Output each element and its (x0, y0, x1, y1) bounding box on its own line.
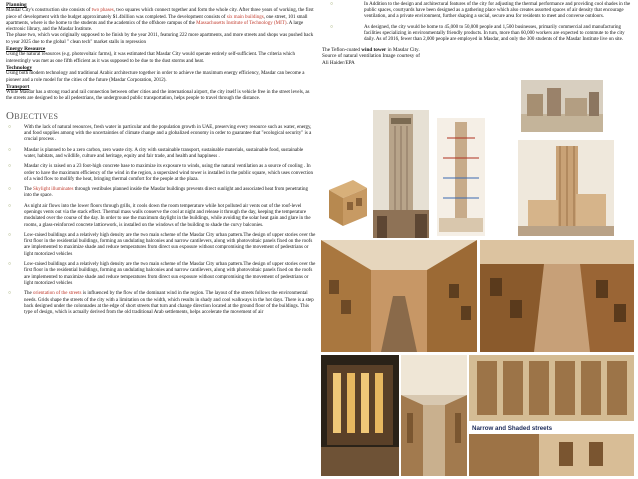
objective-item (6, 204, 316, 229)
narrow-street-photo (321, 240, 477, 352)
objective-highlight: orientation of the streets (33, 291, 82, 297)
objective-item (6, 164, 316, 183)
bullet-icon: ○ (330, 2, 334, 7)
objective-text: Low-raised buildings and a relatively high density are the two main scheme of the Masdar City urban pattern.The design of upper stories over the first floor in the residential buildings, forming an undulating balconies and narrow cantilevers, along with photovoltaic panels fixed on the roofs are implemented to maximize shade and reduce temperatures from direct sun exposure without compromising the movement of pedestrians or light motorized vehicles (24, 262, 316, 286)
bullet-icon: ○ (8, 147, 12, 153)
right-bullet-item (322, 2, 634, 21)
transport-heading: Transport (6, 83, 30, 90)
right-bullets (322, 2, 634, 43)
highlight-two-phases: two phases (91, 8, 114, 14)
objective-item (6, 262, 316, 287)
text-run: . A large electronic library, and the Masdar Institute. (6, 20, 304, 33)
text-run: Masdar City's construction site consists of (6, 8, 92, 14)
caption-credit: Ali Haider/EPA (322, 59, 355, 66)
energy-heading: Energy Resource (6, 46, 46, 53)
energy-paragraph: Using the natural resources (e.g. photovoltaic farms), it was estimated that Masdar City would operate entirely self-sufficient. The criteria which interestingly was met as one fifth efficient as it was supposed to be due to the dust storms and heat. (6, 52, 296, 64)
wind-tower-diagram (437, 118, 485, 236)
caption-source: Source of natural ventilation Image courtesy of (322, 53, 420, 60)
objective-text: The (24, 187, 34, 193)
latticework-photo (469, 355, 634, 421)
bullet-icon: ○ (8, 291, 12, 297)
objectives-list (6, 125, 316, 316)
text-run: , two squares which connect together and form the whole city. After three years of working, the first piece of development with the budget approximately $1.4billion was completed. The development consists of (6, 8, 314, 20)
caption-bold: wind tower (361, 47, 387, 54)
aerial-city-photo (521, 80, 603, 132)
bullet-icon: ○ (8, 187, 12, 193)
planning-paragraph-1 (6, 8, 316, 33)
transport-paragraph: While Masdar has a strong road and rail connection between other cities and the international airport, the city itself is vehicle free in the street levels, as the streets are designed to be all pedestrians, the underground public transportation, helps people to travel through the distance. (6, 90, 310, 102)
night-plaza-photo (321, 355, 399, 476)
right-column (322, 2, 634, 66)
objective-item (6, 233, 316, 258)
objective-highlight: Skylight illuminates (33, 187, 74, 193)
planning-paragraph-2: The phase two, which was originally supposed to be finish by the year 2011, featuring 222 more apartments, and more streets and shops was pushed back to year 2025 due to the global " clean tech" market stalls in repression (6, 33, 314, 45)
objective-text: is influenced by the flow of the dominant wind in the region. The layout of the streets follows the environmental needs. Grids shape the streets of the city with a limitation on the width, which results in shady and cool walkways in the hot days. There is a step back designed under the colonnades at the edge of short streets that turn and change direction located at the ground floor of the buildings. This type of design, which is actually derived from the old traditional Arab settlements, helps accelerate the movement of air (24, 291, 314, 315)
street-detail-photo (469, 434, 634, 476)
bullet-icon: ○ (8, 164, 12, 170)
objective-text: through vestibules planned inside the Masdar buildings prevents direct sunlight and associated heat from penetrating into the space. (24, 187, 308, 199)
objective-text: As night air flows into the lower floors through grills, it cools down the room temperature while hot polluted air vents out of the roof-level openings vents out via the stack effect. Thermal mass walls conserve the cool at night and release it through the day, keeping the temperature modulated over the course of the day. In order to use the maximum daylight in the buildings, while avoiding the solar heat gain and glare in the rooms, a glass-reinforced concrete latticework, is installed on the windows of the building to shade the curvy balconies. (24, 203, 311, 228)
bullet-icon: ○ (8, 262, 12, 268)
shaded-walkway-photo (480, 240, 634, 352)
highlight-six-buildings: six main buildings (226, 14, 264, 20)
objective-item (6, 187, 316, 199)
technology-paragraph: Using both modern technology and traditional Arabic architecture together in order to achieve the maximum energy efficiency, Masdar can become a pioneer and a role model for the cities of the future (Masdar Corporation, 2012). (6, 71, 305, 83)
narrow-streets-caption: Narrow and Shaded streets (472, 425, 553, 432)
objective-text: The (24, 291, 34, 297)
objective-text: With the lack of natural resources, fresh water in particular and the population growth in UAE, preserving every resource such as water, energy, and food supplies among with the uncertainties of climate change and a globalized economy in order to guarantee that "ecological security" is a crucial process . (24, 124, 312, 143)
bullet-icon: ○ (330, 24, 334, 30)
objective-text: Masdar city is raised on a 23 foot-high concrete base to maximize its exposure to winds, using the natural ventilation as a source of cooling . In order to have the maximum efficiency of the wind in the region, a supersized wind tower is installed in the public square, which uses convection of a wind flow to mollify the heat, bringing thermal comfort for the people at the plaza. (24, 164, 313, 182)
right-bullet-text: In Addition to the design and architectural features of the city for adjusting the thermal performance and providing cool shades in the public spaces, courtyards have been designed as a gathering place which also creates assorted spaces of air density that encourage ventilation, and a private environment, further shaping a social, secure area for residents to meet and converse outdoors. (364, 2, 631, 20)
objective-item (6, 148, 316, 160)
wind-tower-photo (373, 110, 429, 238)
right-bullet-text: As designed, the city would be home to 45,000 to 50,000 people and 1,500 businesses, primarily commercial and manufacturing facilities specializing in environmentally friendly products. In turn, more than 60,000 workers are expected to commute to the city daily. As of 2016, fewer than 2,000 people are employed in Masdar, and only the 300 students of the Masdar Institute live on site. (364, 24, 625, 43)
planning-heading: Planning (6, 2, 27, 8)
tower-structure-photo (518, 140, 614, 236)
text-run: , one street, 101 small apartments, where is the home to the students and the academics of the offshore campus of the (6, 14, 308, 26)
bullet-icon: ○ (8, 203, 12, 209)
objective-item (6, 125, 316, 144)
objective-item (6, 291, 316, 316)
building-model-photo (323, 170, 371, 236)
bullet-icon: ○ (8, 233, 12, 239)
objective-text: Masdar is planned to be a zero carbon, zero waste city. A city with sustainable transport, sustainable materials, sustainable food, sustainable water, habitats, and wildlife, culture and heritage, equity and fair trade, and health and happiness . (24, 147, 304, 159)
right-bullet-item (322, 25, 634, 44)
highlight-mit: Massachusetts Institute of Technology (MIT) (196, 20, 287, 26)
objective-text: Low-raised buildings and a relatively high density are the two main scheme of the Masdar City urban pattern.The design of upper stories over the first floor in the residential buildings, forming an undulating balconies and narrow cantilevers, along with photovoltaic panels fixed on the roofs are implemented to maximize shade and reduce temperatures from direct sun exposure without compromising the movement of pedestrians or light motorized vehicles (24, 233, 316, 257)
caption-text: in Masdar City. (386, 47, 420, 54)
objectives-heading: Objectives (6, 109, 59, 122)
arcade-walkway-photo (401, 355, 467, 476)
caption-text: The Teflon-coated (322, 47, 362, 54)
technology-heading: Technology (6, 64, 33, 71)
wind-tower-caption (322, 47, 634, 66)
left-column (6, 2, 316, 320)
bullet-icon: ○ (8, 124, 12, 130)
